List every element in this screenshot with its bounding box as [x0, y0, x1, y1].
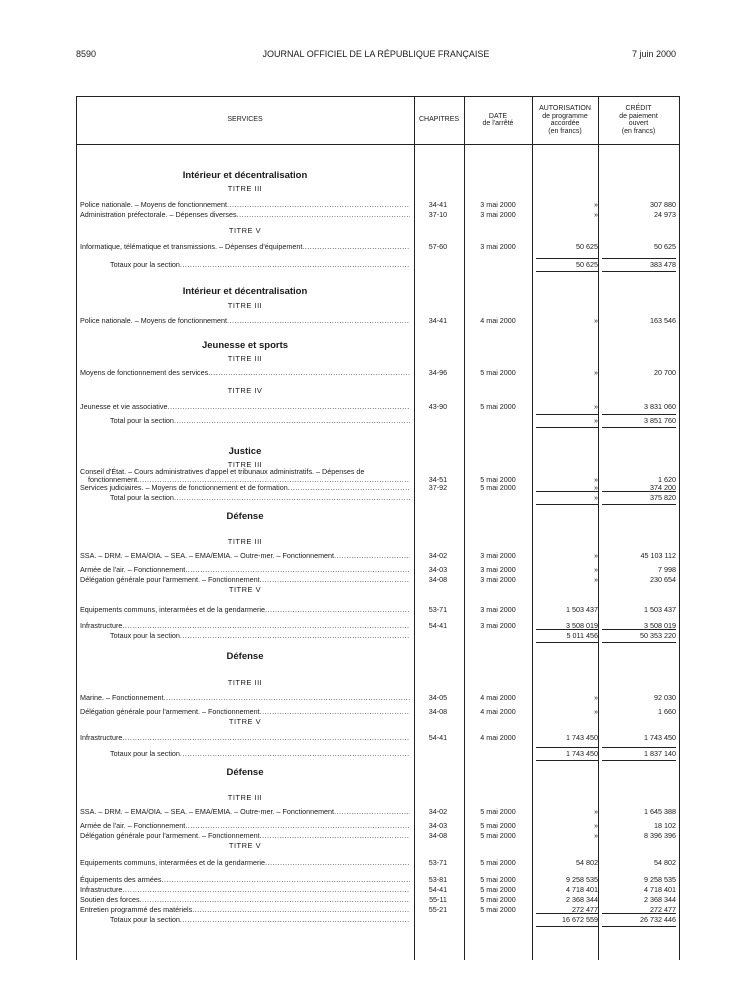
date-cell: 4 mai 2000: [480, 693, 516, 702]
leader-dots: [260, 831, 410, 841]
service-cell: [110, 416, 410, 426]
leader-dots: [164, 693, 411, 703]
total-rule: [536, 760, 598, 761]
date-cell: 3 mai 2000: [480, 200, 516, 209]
autorisation-cell: 272 477: [572, 905, 598, 914]
autorisation-cell: »: [594, 316, 598, 325]
service-label: Equipements communs, interarmées et de la gendarmerie: [80, 858, 265, 867]
date-cell: 5 mai 2000: [480, 807, 516, 816]
chapitre-cell: 54-41: [428, 885, 448, 894]
credit-cell: 272 477: [650, 905, 676, 914]
chapitre-cell: 53-71: [428, 605, 448, 614]
service-label: Marine. – Fonctionnement: [80, 693, 164, 702]
service-label: Police nationale. – Moyens de fonctionnement: [80, 316, 228, 325]
credit-cell: 375 820: [650, 493, 676, 502]
service-cell: [80, 807, 410, 817]
leader-dots: [180, 631, 410, 641]
date-cell: 4 mai 2000: [480, 316, 516, 325]
autorisation-cell: »: [594, 475, 598, 484]
autorisation-cell: »: [594, 416, 598, 425]
titre-heading: TITRE III: [227, 678, 263, 687]
journal-title: JOURNAL OFFICIEL DE LA RÉPUBLIQUE FRANÇAISE: [262, 49, 490, 59]
column-header-services: SERVICES: [227, 116, 263, 124]
service-label: Soutien des forces: [80, 895, 140, 904]
service-cell: [80, 242, 410, 252]
credit-cell: 3 851 760: [644, 416, 676, 425]
credit-cell: 230 654: [650, 575, 676, 584]
autorisation-cell: »: [594, 807, 598, 816]
autorisation-cell: 5 011 456: [566, 631, 598, 640]
service-cell: [80, 895, 410, 905]
credit-cell: 3 508 019: [644, 621, 676, 630]
chapitre-cell: 34-03: [428, 565, 448, 574]
chapitre-cell: 34-96: [428, 368, 448, 377]
service-label: Totaux pour la section: [110, 260, 180, 269]
chapitre-cell: 55-21: [428, 905, 448, 914]
leader-dots: [227, 316, 410, 326]
service-cell: [80, 551, 410, 561]
titre-heading: TITRE III: [227, 460, 263, 469]
service-label: Armée de l'air. – Fonctionnement: [80, 565, 186, 574]
leader-dots: [122, 733, 410, 743]
total-rule: [602, 642, 676, 643]
total-rule: [536, 642, 598, 643]
total-rule: [602, 271, 676, 272]
page-date: 7 juin 2000: [631, 49, 676, 59]
autorisation-cell: 9 258 535: [566, 875, 598, 884]
section-heading: Jeunesse et sports: [201, 340, 289, 351]
credit-cell: 1 837 140: [644, 749, 676, 758]
credit-cell: 50 625: [654, 242, 676, 251]
appropriations-table: [76, 96, 680, 960]
credit-cell: 8 396 396: [644, 831, 676, 840]
service-cell: [80, 200, 410, 210]
credit-cell: 24 973: [654, 210, 676, 219]
date-cell: 5 mai 2000: [480, 831, 516, 840]
service-cell: [80, 605, 410, 615]
leader-dots: [180, 260, 410, 270]
service-label: Armée de l'air. – Fonctionnement: [80, 821, 186, 830]
leader-dots: [174, 416, 410, 426]
credit-cell: 1 503 437: [644, 605, 676, 614]
date-cell: 3 mai 2000: [480, 565, 516, 574]
leader-dots: [122, 621, 410, 631]
autorisation-cell: 1 503 437: [566, 605, 598, 614]
service-cell: [80, 402, 410, 412]
autorisation-cell: »: [594, 402, 598, 411]
date-cell: 5 mai 2000: [480, 875, 516, 884]
chapitre-cell: 37-92: [428, 483, 448, 492]
credit-cell: 4 718 401: [644, 885, 676, 894]
service-cell: [110, 749, 410, 759]
leader-dots: [208, 368, 410, 378]
date-cell: 3 mai 2000: [480, 575, 516, 584]
service-cell: [80, 565, 410, 575]
credit-cell: 54 802: [654, 858, 676, 867]
total-rule: [602, 504, 676, 505]
date-cell: 3 mai 2000: [480, 242, 516, 251]
column-header-credit: CRÉDIT de paiement ouvert (en francs): [619, 105, 658, 135]
autorisation-cell: »: [594, 707, 598, 716]
autorisation-cell: 16 672 559: [562, 915, 598, 924]
credit-cell: 1 620: [658, 475, 676, 484]
chapitre-cell: 54-41: [428, 733, 448, 742]
date-cell: 5 mai 2000: [480, 368, 516, 377]
date-cell: 5 mai 2000: [480, 885, 516, 894]
total-rule: [536, 427, 598, 428]
service-label: Totaux pour la section: [110, 915, 180, 924]
service-label: Administration préfectorale. – Dépenses diverses: [80, 210, 237, 219]
service-label: Entretien programmé des matériels: [80, 905, 193, 914]
service-label: Totaux pour la section: [110, 631, 180, 640]
chapitre-cell: 34-08: [428, 831, 448, 840]
leader-dots: [192, 905, 410, 915]
total-rule: [536, 491, 598, 492]
column-header-date: DATE de l'arrêté: [482, 112, 514, 127]
chapitre-cell: 55-11: [429, 895, 447, 904]
autorisation-cell: »: [594, 493, 598, 502]
date-cell: 5 mai 2000: [480, 821, 516, 830]
autorisation-cell: »: [594, 565, 598, 574]
titre-heading: TITRE III: [227, 354, 263, 363]
titre-heading: TITRE V: [228, 226, 262, 235]
section-heading: Justice: [228, 446, 262, 457]
date-cell: 4 mai 2000: [480, 733, 516, 742]
section-heading: Intérieur et décentralisation: [182, 286, 308, 297]
chapitre-cell: 34-03: [428, 821, 448, 830]
chapitre-cell: 34-02: [428, 807, 448, 816]
leader-dots: [162, 875, 410, 885]
service-label: SSA. – DRM. – EMA/OIA. – SEA. – EMA/EMIA. – Outre-mer. – Fonctionnement: [80, 807, 335, 816]
leader-dots: [265, 605, 410, 615]
total-rule: [602, 258, 676, 259]
chapitre-cell: 57-60: [428, 242, 448, 251]
service-cell: [80, 875, 410, 885]
credit-cell: 2 368 344: [644, 895, 676, 904]
autorisation-cell: »: [594, 210, 598, 219]
service-cell: [80, 693, 410, 703]
date-cell: 3 mai 2000: [480, 551, 516, 560]
service-cell: [80, 621, 410, 631]
chapitre-cell: 34-41: [428, 200, 448, 209]
total-rule: [602, 760, 676, 761]
service-cell: [80, 821, 410, 831]
service-label: Services judiciaires. – Moyens de fonctionnement et de formation: [80, 483, 288, 492]
leader-dots: [227, 200, 410, 210]
credit-cell: 1 660: [658, 707, 676, 716]
titre-heading: TITRE IV: [227, 386, 263, 395]
service-label: Équipements des armées: [80, 875, 162, 884]
service-label: Police nationale. – Moyens de fonctionnement: [80, 200, 228, 209]
column-header-chapitres: CHAPITRES: [418, 116, 460, 124]
leader-dots: [334, 807, 410, 817]
leader-dots: [288, 483, 410, 493]
leader-dots: [185, 821, 410, 831]
service-label: Infrastructure: [80, 733, 123, 742]
autorisation-cell: »: [594, 693, 598, 702]
leader-dots: [180, 915, 410, 925]
table-right-border: [679, 96, 680, 960]
autorisation-cell: 2 368 344: [566, 895, 598, 904]
credit-cell: 7 998: [658, 565, 676, 574]
total-rule: [536, 913, 598, 914]
service-cell: [110, 260, 410, 270]
service-label: Délégation générale pour l'armement. – Fonctionnement: [80, 831, 260, 840]
section-heading: Défense: [226, 651, 264, 662]
service-cell: [110, 631, 410, 641]
titre-heading: TITRE V: [228, 841, 262, 850]
chapitre-cell: 54-41: [428, 621, 448, 630]
total-rule: [602, 427, 676, 428]
service-label: Equipements communs, interarmées et de la gendarmerie: [80, 605, 265, 614]
total-rule: [602, 747, 676, 748]
service-label: Jeunesse et vie associative: [80, 402, 168, 411]
chapitre-cell: 34-51: [428, 475, 448, 484]
service-cell: [110, 915, 410, 925]
total-rule: [602, 913, 676, 914]
total-rule: [536, 926, 598, 927]
service-cell: [80, 316, 410, 326]
total-rule: [536, 629, 598, 630]
chapitre-cell: 37-10: [428, 210, 448, 219]
credit-cell: 3 831 060: [644, 402, 676, 411]
autorisation-cell: »: [594, 551, 598, 560]
autorisation-cell: 54 802: [576, 858, 598, 867]
chapitre-cell: 43-90: [428, 402, 448, 411]
credit-cell: 92 030: [654, 693, 676, 702]
autorisation-cell: 50 625: [576, 260, 598, 269]
total-rule: [602, 926, 676, 927]
service-label-line1: Conseil d'État. – Cours administratives d'appel et tribunaux administratifs. – Dépenses de: [80, 467, 365, 476]
total-rule: [602, 491, 676, 492]
titre-heading: TITRE V: [228, 717, 262, 726]
credit-cell: 383 478: [650, 260, 676, 269]
autorisation-cell: 4 718 401: [566, 885, 598, 894]
date-cell: 4 mai 2000: [480, 707, 516, 716]
service-cell: [80, 858, 410, 868]
total-rule: [536, 258, 598, 259]
total-rule: [602, 414, 676, 415]
autorisation-cell: 1 743 450: [566, 749, 598, 758]
service-label: Total pour la section: [110, 416, 174, 425]
section-heading: Intérieur et décentralisation: [182, 170, 308, 181]
date-cell: 5 mai 2000: [480, 475, 516, 484]
service-cell: [80, 885, 410, 895]
leader-dots: [302, 242, 410, 252]
total-rule: [536, 504, 598, 505]
date-cell: 3 mai 2000: [480, 210, 516, 219]
total-rule: [536, 747, 598, 748]
titre-heading: TITRE V: [228, 585, 262, 594]
credit-cell: 307 880: [650, 200, 676, 209]
credit-cell: 374 200: [650, 483, 676, 492]
service-label: Totaux pour la section: [110, 749, 180, 758]
autorisation-cell: »: [594, 200, 598, 209]
chapitre-cell: 53-71: [428, 858, 448, 867]
autorisation-cell: »: [594, 368, 598, 377]
chapitre-cell: 34-05: [428, 693, 448, 702]
autorisation-cell: 50 625: [576, 242, 598, 251]
credit-cell: 20 700: [654, 368, 676, 377]
leader-dots: [140, 895, 410, 905]
date-cell: 5 mai 2000: [480, 895, 516, 904]
header-separator: [76, 144, 680, 145]
titre-heading: TITRE III: [227, 793, 263, 802]
credit-cell: 1 743 450: [644, 733, 676, 742]
page-number: 8590: [76, 49, 97, 59]
total-rule: [536, 271, 598, 272]
service-label: Total pour la section: [110, 493, 174, 502]
service-cell: [80, 707, 410, 717]
chapitre-cell: 34-08: [428, 707, 448, 716]
date-cell: 5 mai 2000: [480, 858, 516, 867]
credit-cell: 163 546: [650, 316, 676, 325]
service-label: Infrastructure: [80, 885, 123, 894]
service-label: Informatique, télématique et transmissions. – Dépenses d'équipement: [80, 242, 303, 251]
titre-heading: TITRE III: [227, 301, 263, 310]
service-cell: [80, 733, 410, 743]
chapitre-cell: 34-41: [428, 316, 448, 325]
chapitre-cell: 34-02: [428, 551, 448, 560]
service-cell: [110, 493, 410, 503]
leader-dots: [174, 493, 410, 503]
credit-cell: 18 102: [654, 821, 676, 830]
autorisation-cell: »: [594, 821, 598, 830]
leader-dots: [334, 551, 410, 561]
service-label: Moyens de fonctionnement des services: [80, 368, 209, 377]
service-cell: [80, 483, 410, 493]
service-label: fonctionnement: [88, 475, 138, 484]
credit-cell: 45 103 112: [640, 551, 676, 560]
autorisation-cell: »: [594, 575, 598, 584]
section-heading: Défense: [226, 767, 264, 778]
titre-heading: TITRE III: [227, 184, 263, 193]
leader-dots: [122, 885, 410, 895]
leader-dots: [185, 565, 410, 575]
date-cell: 3 mai 2000: [480, 621, 516, 630]
column-header-autorisation: AUTORISATION de programme accordée (en francs): [539, 105, 591, 135]
credit-cell: 26 732 446: [640, 915, 676, 924]
leader-dots: [260, 575, 410, 585]
service-cell: [80, 575, 410, 585]
autorisation-cell: 3 508 019: [566, 621, 598, 630]
service-cell: [80, 905, 410, 915]
leader-dots: [180, 749, 410, 759]
total-rule: [536, 414, 598, 415]
date-cell: 5 mai 2000: [480, 905, 516, 914]
service-cell: [80, 368, 410, 378]
service-label: SSA. – DRM. – EMA/OIA. – SEA. – EMA/EMIA. – Outre-mer. – Fonctionnement: [80, 551, 335, 560]
credit-cell: 9 258 535: [644, 875, 676, 884]
service-label: Délégation générale pour l'armement. – Fonctionnement: [80, 575, 260, 584]
credit-cell: 50 353 220: [640, 631, 676, 640]
service-label: Délégation générale pour l'armement. – Fonctionnement: [80, 707, 260, 716]
date-cell: 3 mai 2000: [480, 605, 516, 614]
total-rule: [602, 629, 676, 630]
titre-heading: TITRE III: [227, 537, 263, 546]
service-cell: [80, 210, 410, 220]
autorisation-cell: 1 743 450: [566, 733, 598, 742]
date-cell: 5 mai 2000: [480, 402, 516, 411]
autorisation-cell: »: [594, 483, 598, 492]
autorisation-cell: »: [594, 831, 598, 840]
chapitre-cell: 53-81: [428, 875, 448, 884]
leader-dots: [265, 858, 410, 868]
section-heading: Défense: [226, 511, 264, 522]
service-cell: [80, 831, 410, 841]
credit-cell: 1 645 388: [644, 807, 676, 816]
leader-dots: [237, 210, 410, 220]
leader-dots: [260, 707, 410, 717]
leader-dots: [168, 402, 411, 412]
service-label: Infrastructure: [80, 621, 123, 630]
chapitre-cell: 34-08: [428, 575, 448, 584]
date-cell: 5 mai 2000: [480, 483, 516, 492]
